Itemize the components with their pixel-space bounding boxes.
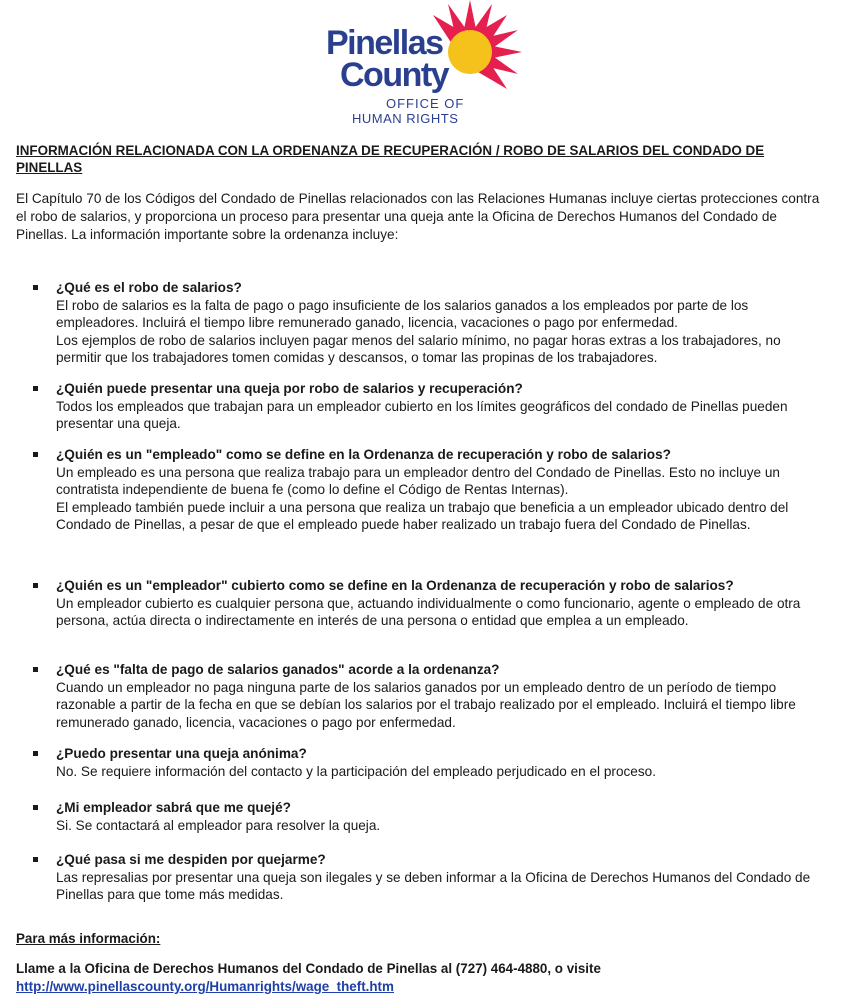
bullet-icon (33, 583, 38, 588)
contact-block (16, 960, 836, 996)
bullet-icon (33, 285, 38, 290)
faq-answer: Las represalias por presentar una queja son ilegales y se deben informar a la Oficina de Derechos Humanos del Condado de Pinellas para que tome más medidas. (56, 869, 811, 903)
faq-answer: No. Se requiere información del contacto y la participación del empleado perjudicado en el proceso. (56, 763, 656, 779)
faq-question: ¿Qué es "falta de pago de salarios ganados" acorde a la ordenanza? (56, 662, 500, 677)
faq-answer: Un empleador cubierto es cualquier persona que, actuando individualmente o como funcionario, agente o empleado de otra persona, actúa directa o indirectamente en interés de una persona o entidad que emplea a un empleado. (56, 595, 801, 629)
sun-logo-icon (322, 0, 532, 128)
logo-line4: HUMAN RIGHTS (352, 111, 459, 126)
faq-question: ¿Mi empleador sabrá que me quejé? (56, 800, 291, 815)
faq-question: ¿Qué pasa si me despiden por quejarme? (56, 852, 326, 867)
faq-answer: Los ejemplos de robo de salarios incluyen pagar menos del salario mínimo, no pagar horas extras a los trabajadores, no permitir que los trabajadores tomen comidas y descansos, o tomar las propinas de los trabajadores. (56, 332, 781, 366)
logo-line1: Pinellas (326, 24, 443, 62)
bullet-icon (33, 857, 38, 862)
wage-theft-link[interactable]: http://www.pinellascounty.org/Humanrights/wage_theft.htm (16, 979, 394, 994)
bullet-icon (33, 667, 38, 672)
contact-text: Llame a la Oficina de Derechos Humanos del Condado de Pinellas al (727) 464-4880, o visite (16, 961, 601, 976)
logo-line3: OFFICE OF (386, 96, 465, 111)
faq-answer: Todos los empleados que trabajan para un empleador cubierto en los límites geográficos del condado de Pinellas pueden presentar una queja. (56, 398, 788, 432)
page-heading: INFORMACIÓN RELACIONADA CON LA ORDENANZA DE RECUPERACIÓN / ROBO DE SALARIOS DEL CONDADO DE PINELLAS (16, 143, 765, 175)
faq-question: ¿Quién es un "empleado" como se define en la Ordenanza de recuperación y robo de salarios? (56, 447, 671, 462)
bullet-icon (33, 452, 38, 457)
more-info-title: Para más información: (16, 931, 161, 946)
faq-answer: El robo de salarios es la falta de pago o pago insuficiente de los salarios ganados a los empleados por parte de los empleadores. Incluirá el tiempo libre remunerado ganado, licencia, vacaciones o pago por enfermedad. (56, 297, 749, 331)
faq-answer: Cuando un empleador no paga ninguna parte de los salarios ganados por un empleado dentro de un período de tiempo razonable a partir de la fecha en que se debían los salarios por el trabajo realizado por el empleado. Incluirá el tiempo libre remunerado ganado, licencia, vacaciones o pago por enfermedad. (56, 679, 796, 730)
faq-question: ¿Qué es el robo de salarios? (56, 280, 242, 295)
intro-paragraph: El Capítulo 70 de los Códigos del Condado de Pinellas relacionados con las Relaciones Humanas incluye ciertas protecciones contra el robo de salarios, y proporciona un proceso para presentar una queja ante la Oficina de Derechos Humanos del Condado de Pinellas. La información importante sobre la ordenanza incluye: (16, 191, 820, 243)
faq-answer: El empleado también puede incluir a una persona que realiza un trabajo que beneficia a un empleador ubicado dentro del Condado de Pinellas, a pesar de que el empleado puede haber realizado un trabajo fuera del Condado de Pinellas. (56, 499, 789, 533)
bullet-icon (33, 751, 38, 756)
faq-question: ¿Puedo presentar una queja anónima? (56, 746, 307, 761)
faq-answer: Un empleado es una persona que realiza trabajo para un empleador dentro del Condado de Pinellas. Esto no incluye un contratista independiente de buena fe (como lo define el Código de Rentas Internas). (56, 464, 780, 498)
pinellas-county-logo (322, 0, 532, 128)
bullet-icon (33, 386, 38, 391)
bullet-icon (33, 805, 38, 810)
faq-question: ¿Quién puede presentar una queja por robo de salarios y recuperación? (56, 381, 523, 396)
faq-question: ¿Quién es un "empleador" cubierto como se define en la Ordenanza de recuperación y robo de salarios? (56, 578, 734, 593)
logo-line2: County (340, 56, 449, 94)
faq-answer: Si. Se contactará al empleador para resolver la queja. (56, 817, 381, 833)
